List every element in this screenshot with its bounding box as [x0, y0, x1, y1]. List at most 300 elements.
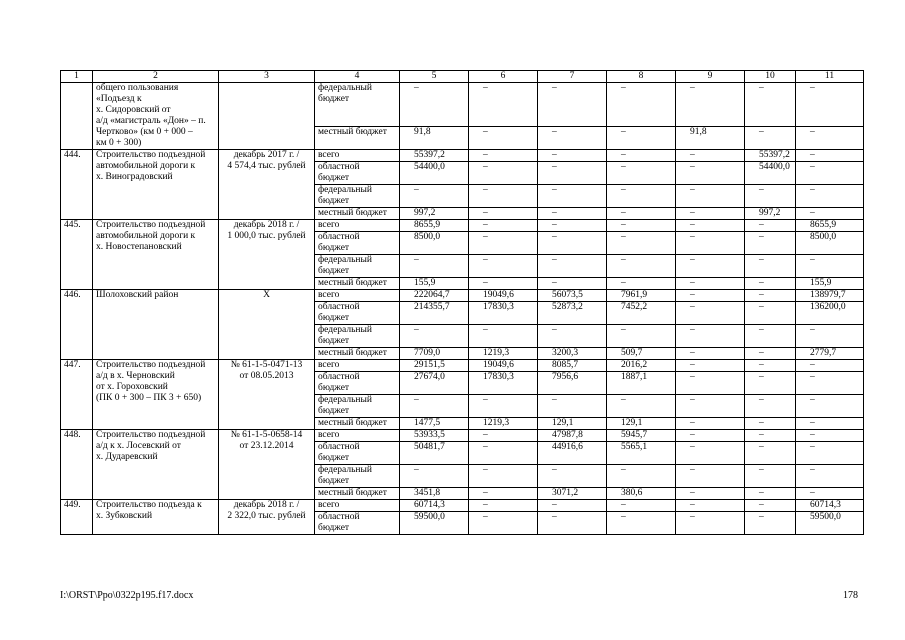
amount-cell: – [400, 255, 469, 278]
cell-line: х. Дударевский [96, 452, 158, 462]
cell-line: местный бюджет [318, 418, 387, 428]
amount-cell: – [400, 83, 469, 127]
cell-line: бюджет [318, 196, 350, 206]
amount-cell: – [796, 185, 864, 208]
amount-cell: – [469, 442, 538, 465]
cell-line: х. Зубковский [96, 511, 153, 521]
cell-line: Строительство подъездной [96, 150, 206, 160]
amount-cell: – [796, 418, 864, 430]
cell-line: декабрь 2017 г. / [233, 150, 300, 160]
amount-cell: 222064,7 [400, 290, 469, 302]
amount-cell: – [538, 512, 607, 535]
amount-cell: – [607, 278, 676, 290]
amount-cell: – [676, 220, 745, 232]
amount-cell: – [796, 465, 864, 488]
item-number: 448. [61, 430, 93, 500]
amount-cell: 214355,7 [400, 302, 469, 325]
amount-cell: – [469, 150, 538, 162]
table-row [61, 290, 864, 302]
amount-cell: 997,2 [400, 208, 469, 220]
amount-cell: – [538, 220, 607, 232]
amount-cell: – [469, 220, 538, 232]
cell-line: Х [263, 290, 270, 300]
column-number-header: 9 [676, 71, 745, 83]
amount-cell: – [676, 395, 745, 418]
amount-cell: – [538, 162, 607, 185]
amount-cell: – [469, 127, 538, 150]
amount-cell: – [538, 127, 607, 150]
item-number [61, 83, 93, 150]
amount-cell: – [676, 278, 745, 290]
amount-cell: – [676, 500, 745, 512]
amount-cell: 509,7 [607, 348, 676, 360]
amount-cell: 29151,5 [400, 360, 469, 372]
amount-cell: 59500,0 [796, 512, 864, 535]
funding-source [315, 442, 400, 465]
amount-cell: 52873,2 [538, 302, 607, 325]
amount-cell: 7961,9 [607, 290, 676, 302]
column-number-header: 2 [93, 71, 219, 83]
cell-line: бюджет [318, 94, 350, 104]
cell-line: № 61-1-5-0658-14 [230, 430, 303, 440]
amount-cell: – [745, 255, 796, 278]
object-name [93, 500, 219, 535]
amount-cell: – [796, 395, 864, 418]
amount-cell: – [469, 395, 538, 418]
funding-source [315, 348, 400, 360]
amount-cell: 1219,3 [469, 348, 538, 360]
amount-cell: 47987,8 [538, 430, 607, 442]
cell-line: областной [318, 302, 360, 312]
cell-line: а/д в х. Черновский [96, 371, 175, 381]
amount-cell: – [676, 488, 745, 500]
amount-cell: – [607, 162, 676, 185]
amount-cell: – [469, 325, 538, 348]
amount-cell: – [676, 465, 745, 488]
amount-cell: – [745, 430, 796, 442]
amount-cell: – [676, 302, 745, 325]
amount-cell: – [676, 255, 745, 278]
amount-cell: 17830,3 [469, 302, 538, 325]
amount-cell: 91,8 [400, 127, 469, 150]
amount-cell: 44916,6 [538, 442, 607, 465]
amount-cell: 91,8 [676, 127, 745, 150]
amount-cell: – [469, 278, 538, 290]
funding-source [315, 208, 400, 220]
cell-line: бюджет [318, 173, 350, 183]
amount-cell: 129,1 [538, 418, 607, 430]
cell-line: бюджет [318, 406, 350, 416]
amount-cell: – [607, 465, 676, 488]
amount-cell: 1477,5 [400, 418, 469, 430]
amount-cell: – [538, 150, 607, 162]
amount-cell: – [796, 127, 864, 150]
amount-cell: – [745, 465, 796, 488]
amount-cell: 8655,9 [796, 220, 864, 232]
funding-source [315, 150, 400, 162]
amount-cell: – [607, 127, 676, 150]
table-row [61, 360, 864, 372]
amount-cell: – [745, 278, 796, 290]
cell-line: всего [318, 360, 340, 370]
cell-line: бюджет [318, 453, 350, 463]
cell-line: всего [318, 500, 340, 510]
amount-cell: 55397,2 [745, 150, 796, 162]
funding-source [315, 500, 400, 512]
cell-line: а/д к х. Лосевский от [96, 441, 181, 451]
funding-source [315, 465, 400, 488]
project-info [219, 290, 315, 360]
amount-cell: – [538, 208, 607, 220]
amount-cell: – [469, 83, 538, 127]
cell-line: Строительство подъездной [96, 430, 206, 440]
cell-line: областной [318, 442, 360, 452]
amount-cell: – [796, 325, 864, 348]
amount-cell: – [676, 325, 745, 348]
table-row [61, 150, 864, 162]
amount-cell: 5945,7 [607, 430, 676, 442]
header-row [61, 71, 864, 83]
item-number: 444. [61, 150, 93, 220]
amount-cell: – [745, 290, 796, 302]
amount-cell: – [676, 232, 745, 255]
amount-cell: – [745, 127, 796, 150]
object-name [93, 430, 219, 500]
cell-line: № 61-1-5-0471-13 [230, 360, 303, 370]
cell-line: (ПК 0 + 300 – ПК 3 + 650) [96, 393, 202, 403]
amount-cell: – [745, 360, 796, 372]
cell-line: бюджет [318, 313, 350, 323]
item-number: 449. [61, 500, 93, 535]
amount-cell: – [796, 430, 864, 442]
cell-line: Шолоховский район [96, 290, 179, 300]
amount-cell: – [607, 500, 676, 512]
funding-source [315, 127, 400, 150]
amount-cell: – [796, 360, 864, 372]
column-number-header: 8 [607, 71, 676, 83]
amount-cell: 136200,0 [796, 302, 864, 325]
funding-source [315, 512, 400, 535]
amount-cell: – [607, 512, 676, 535]
table-row [61, 500, 864, 512]
cell-line: федеральный [318, 255, 372, 265]
amount-cell: – [745, 512, 796, 535]
cell-line: Строительство подъезда к [96, 500, 202, 510]
amount-cell: – [607, 255, 676, 278]
amount-cell: – [538, 255, 607, 278]
funding-source [315, 278, 400, 290]
cell-line: бюджет [318, 266, 350, 276]
cell-line: всего [318, 150, 340, 160]
column-number-header: 4 [315, 71, 400, 83]
cell-line: 2 322,0 тыс. рублей [227, 511, 306, 521]
funding-source [315, 162, 400, 185]
amount-cell: – [469, 185, 538, 208]
project-info [219, 83, 315, 150]
column-number-header: 5 [400, 71, 469, 83]
amount-cell: 7452,2 [607, 302, 676, 325]
cell-line: местный бюджет [318, 348, 387, 358]
cell-line: от 23.12.2014 [239, 441, 294, 451]
cell-line: областной [318, 372, 360, 382]
amount-cell: 7956,6 [538, 372, 607, 395]
project-info [219, 150, 315, 220]
object-name [93, 83, 219, 150]
amount-cell: – [538, 278, 607, 290]
amount-cell: – [676, 348, 745, 360]
amount-cell: – [607, 325, 676, 348]
amount-cell: 27674,0 [400, 372, 469, 395]
amount-cell: – [469, 208, 538, 220]
amount-cell: 60714,3 [400, 500, 469, 512]
funding-source [315, 395, 400, 418]
amount-cell: 8085,7 [538, 360, 607, 372]
amount-cell: – [745, 220, 796, 232]
object-name [93, 360, 219, 430]
column-number-header: 7 [538, 71, 607, 83]
amount-cell: 56073,5 [538, 290, 607, 302]
cell-line: бюджет [318, 476, 350, 486]
item-number: 446. [61, 290, 93, 360]
amount-cell: – [676, 512, 745, 535]
amount-cell: – [676, 430, 745, 442]
amount-cell: – [676, 185, 745, 208]
amount-cell: – [796, 372, 864, 395]
cell-line: всего [318, 290, 340, 300]
amount-cell: 380,6 [607, 488, 676, 500]
amount-cell: – [469, 512, 538, 535]
amount-cell: – [469, 465, 538, 488]
table-row [61, 220, 864, 232]
cell-line: х. Виноградовский [96, 172, 173, 182]
amount-cell: – [469, 255, 538, 278]
amount-cell: – [745, 185, 796, 208]
column-number-header: 1 [61, 71, 93, 83]
amount-cell: – [607, 395, 676, 418]
amount-cell: – [796, 442, 864, 465]
amount-cell: – [676, 208, 745, 220]
amount-cell: 60714,3 [796, 500, 864, 512]
funding-source [315, 302, 400, 325]
amount-cell: 997,2 [745, 208, 796, 220]
cell-line: Чертково» (км 0 + 000 – [96, 127, 193, 137]
page-number: 178 [843, 590, 858, 601]
amount-cell: – [676, 290, 745, 302]
cell-line: от х. Гороховский [96, 382, 168, 392]
amount-cell: – [607, 220, 676, 232]
cell-line: всего [318, 430, 340, 440]
funding-source [315, 372, 400, 395]
cell-line: областной [318, 512, 360, 522]
amount-cell: – [469, 488, 538, 500]
project-info [219, 430, 315, 500]
project-info [219, 360, 315, 430]
amount-cell: – [796, 255, 864, 278]
amount-cell: – [796, 208, 864, 220]
amount-cell: – [745, 442, 796, 465]
amount-cell: – [676, 150, 745, 162]
amount-cell: – [745, 395, 796, 418]
amount-cell: 8500,0 [400, 232, 469, 255]
cell-line: Строительство подъездной [96, 360, 206, 370]
amount-cell: – [400, 185, 469, 208]
cell-line: общего пользования [96, 83, 179, 93]
column-number-header: 3 [219, 71, 315, 83]
amount-cell: – [538, 185, 607, 208]
funding-source [315, 418, 400, 430]
amount-cell: – [607, 83, 676, 127]
amount-cell: 3451,8 [400, 488, 469, 500]
cell-line: автомобильной дороги к [96, 231, 196, 241]
amount-cell: – [745, 418, 796, 430]
amount-cell: 3200,3 [538, 348, 607, 360]
amount-cell: – [745, 372, 796, 395]
cell-line: местный бюджет [318, 208, 387, 218]
amount-cell: 1219,3 [469, 418, 538, 430]
cell-line: бюджет [318, 243, 350, 253]
cell-line: декабрь 2018 г. / [233, 220, 300, 230]
amount-cell: – [607, 185, 676, 208]
amount-cell: – [400, 465, 469, 488]
cell-line: федеральный [318, 185, 372, 195]
amount-cell: – [538, 325, 607, 348]
funding-source [315, 488, 400, 500]
cell-line: местный бюджет [318, 127, 387, 138]
budget-table [60, 70, 864, 535]
amount-cell: – [538, 395, 607, 418]
cell-line: декабрь 2018 г. / [233, 500, 300, 510]
cell-line: бюджет [318, 336, 350, 346]
cell-line: местный бюджет [318, 278, 387, 288]
amount-cell: 54400,0 [400, 162, 469, 185]
amount-cell: – [469, 500, 538, 512]
amount-cell: – [745, 232, 796, 255]
amount-cell: 53933,5 [400, 430, 469, 442]
amount-cell: – [538, 465, 607, 488]
amount-cell: – [796, 162, 864, 185]
cell-line: 4 574,4 тыс. рублей [227, 161, 306, 171]
amount-cell: 129,1 [607, 418, 676, 430]
amount-cell: – [676, 360, 745, 372]
amount-cell: – [796, 150, 864, 162]
funding-source [315, 220, 400, 232]
amount-cell: – [469, 162, 538, 185]
amount-cell: 17830,3 [469, 372, 538, 395]
amount-cell: – [676, 83, 745, 127]
table-row [61, 83, 864, 127]
amount-cell: 50481,7 [400, 442, 469, 465]
cell-line: км 0 + 300) [96, 138, 142, 148]
amount-cell: – [400, 395, 469, 418]
amount-cell: – [676, 442, 745, 465]
cell-line: бюджет [318, 523, 350, 533]
amount-cell: – [538, 500, 607, 512]
cell-line: Строительство подъездной [96, 220, 206, 230]
cell-line: 1 000,0 тыс. рублей [227, 231, 306, 241]
column-number-header: 11 [796, 71, 864, 83]
footer-file-path: I:\ORST\Ppo\0322p195.f17.docx [60, 590, 194, 601]
funding-source [315, 232, 400, 255]
amount-cell: – [400, 325, 469, 348]
amount-cell: 138979,7 [796, 290, 864, 302]
table-row [61, 430, 864, 442]
amount-cell: – [607, 208, 676, 220]
amount-cell: – [745, 348, 796, 360]
item-number: 445. [61, 220, 93, 290]
amount-cell: 19049,6 [469, 360, 538, 372]
item-number: 447. [61, 360, 93, 430]
cell-line: федеральный [318, 465, 372, 475]
funding-source [315, 290, 400, 302]
cell-line: бюджет [318, 383, 350, 393]
amount-cell: – [745, 500, 796, 512]
funding-source [315, 255, 400, 278]
cell-line: федеральный [318, 83, 372, 93]
amount-cell: 8655,9 [400, 220, 469, 232]
cell-line: х. Сидоровский от [96, 105, 171, 115]
object-name [93, 150, 219, 220]
amount-cell: 155,9 [400, 278, 469, 290]
amount-cell: 59500,0 [400, 512, 469, 535]
amount-cell: 3071,2 [538, 488, 607, 500]
cell-line: федеральный [318, 325, 372, 335]
project-info [219, 220, 315, 290]
amount-cell: – [745, 83, 796, 127]
cell-line: от 08.05.2013 [239, 371, 294, 381]
amount-cell: 2779,7 [796, 348, 864, 360]
column-number-header: 6 [469, 71, 538, 83]
amount-cell: – [469, 430, 538, 442]
amount-cell: 8500,0 [796, 232, 864, 255]
amount-cell: – [745, 488, 796, 500]
amount-cell: – [607, 232, 676, 255]
funding-source [315, 185, 400, 208]
project-info [219, 500, 315, 535]
amount-cell: 19049,6 [469, 290, 538, 302]
cell-line: х. Новостепановский [96, 242, 182, 252]
funding-source [315, 325, 400, 348]
cell-line: областной [318, 232, 360, 242]
cell-line: областной [318, 162, 360, 172]
column-number-header: 10 [745, 71, 796, 83]
amount-cell: – [538, 83, 607, 127]
amount-cell: 155,9 [796, 278, 864, 290]
amount-cell: 5565,1 [607, 442, 676, 465]
amount-cell: 55397,2 [400, 150, 469, 162]
cell-line: местный бюджет [318, 488, 387, 498]
amount-cell: – [538, 232, 607, 255]
amount-cell: 1887,1 [607, 372, 676, 395]
object-name [93, 290, 219, 360]
cell-line: автомобильной дороги к [96, 161, 196, 171]
amount-cell: – [796, 488, 864, 500]
funding-source [315, 430, 400, 442]
cell-line: а/д «магистраль «Дон» – п. [96, 116, 206, 126]
cell-line: всего [318, 220, 340, 230]
amount-cell: 54400,0 [745, 162, 796, 185]
amount-cell: – [469, 232, 538, 255]
cell-line: «Подъезд к [96, 94, 142, 104]
amount-cell: – [676, 162, 745, 185]
funding-source [315, 83, 400, 127]
amount-cell: – [676, 372, 745, 395]
object-name [93, 220, 219, 290]
funding-source [315, 360, 400, 372]
cell-line: федеральный [318, 395, 372, 405]
amount-cell: – [745, 302, 796, 325]
amount-cell: – [676, 418, 745, 430]
amount-cell: 2016,2 [607, 360, 676, 372]
